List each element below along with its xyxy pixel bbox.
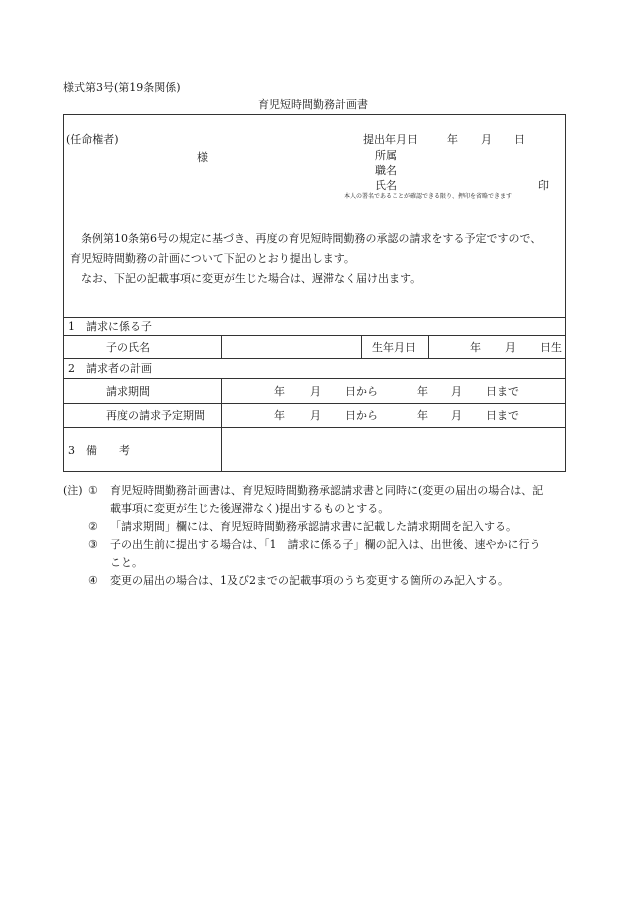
rule-child-col1 bbox=[221, 335, 222, 358]
form-number: 様式第3号(第19条関係) bbox=[63, 81, 181, 94]
note-1-line-2: 載事項に変更が生じた後遅滞なく)提出するものとする。 bbox=[110, 502, 390, 515]
birth-date-label: 生年月日 bbox=[372, 341, 416, 354]
remarks-heading: 3 備 考 bbox=[68, 444, 130, 457]
note-2-mark: ② bbox=[88, 520, 98, 533]
period-end-year: 年 bbox=[417, 385, 428, 398]
period-start-day: 日から bbox=[345, 385, 378, 398]
planned-period-label: 再度の請求予定期間 bbox=[106, 409, 205, 422]
birth-day: 日生 bbox=[540, 341, 562, 354]
period-end-day: 日まで bbox=[486, 385, 519, 398]
name-label: 氏名 bbox=[375, 179, 397, 192]
planned-start-day: 日から bbox=[345, 409, 378, 422]
submission-day: 日 bbox=[514, 133, 525, 146]
notes-prefix: (注) bbox=[63, 484, 83, 497]
period-end-month: 月 bbox=[451, 385, 462, 398]
child-name-label: 子の氏名 bbox=[106, 341, 150, 354]
note-3-line-1: 子の出生前に提出する場合は、「1 請求に係る子」欄の記入は、出世後、速やかに行う bbox=[110, 538, 541, 551]
birth-year: 年 bbox=[470, 341, 481, 354]
rule-child-row-top bbox=[63, 335, 566, 336]
document-title: 育児短時間勤務計画書 bbox=[258, 98, 368, 111]
submission-year: 年 bbox=[447, 133, 458, 146]
rule-period-row-top bbox=[63, 378, 566, 379]
rule-remarks-top bbox=[63, 427, 566, 428]
rule-section1-top bbox=[63, 317, 566, 318]
affiliation-label: 所属 bbox=[375, 149, 397, 162]
authority-label: (任命権者) bbox=[66, 133, 119, 146]
submission-month: 月 bbox=[481, 133, 492, 146]
note-4-mark: ④ bbox=[88, 574, 98, 587]
note-1-mark: ① bbox=[88, 484, 98, 497]
body-line-1: 条例第10条第6号の規定に基づき、再度の育児短時間勤務の承認の請求をする予定ですので、 bbox=[81, 232, 542, 245]
section2-heading: 2 請求者の計画 bbox=[68, 362, 152, 375]
birth-month: 月 bbox=[505, 341, 516, 354]
planned-end-year: 年 bbox=[417, 409, 428, 422]
request-period-label: 請求期間 bbox=[106, 385, 150, 398]
position-label: 職名 bbox=[375, 164, 397, 177]
signature-note: 本人の署名であることが確認できる限り、押印を省略できます bbox=[344, 193, 513, 200]
submission-date-label: 提出年月日 bbox=[363, 133, 418, 146]
planned-start-month: 月 bbox=[310, 409, 321, 422]
note-1-line-1: 育児短時間勤務計画書は、育児短時間勤務承認請求書と同時に(変更の届出の場合は、記 bbox=[110, 484, 544, 497]
planned-start-year: 年 bbox=[274, 409, 285, 422]
note-3-line-2: こと。 bbox=[110, 556, 143, 569]
rule-plan-col bbox=[221, 378, 222, 472]
rule-child-col2 bbox=[361, 335, 362, 358]
rule-child-row-bottom bbox=[63, 358, 566, 359]
planned-end-day: 日まで bbox=[486, 409, 519, 422]
honorific-label: 様 bbox=[197, 151, 208, 164]
body-line-3: なお、下記の記載事項に変更が生じた場合は、遅滞なく届け出ます。 bbox=[81, 272, 422, 285]
note-3-mark: ③ bbox=[88, 538, 98, 551]
period-start-month: 月 bbox=[310, 385, 321, 398]
rule-child-col3 bbox=[428, 335, 429, 358]
note-4-line-1: 変更の届出の場合は、1及び2までの記載事項のうち変更する箇所のみ記入する。 bbox=[110, 574, 509, 587]
section1-heading: 1 請求に係る子 bbox=[68, 320, 152, 333]
note-2-line-1: 「請求期間」欄には、育児短時間勤務承認請求書に記載した請求期間を記入する。 bbox=[110, 520, 517, 533]
seal-label: 印 bbox=[538, 179, 549, 192]
body-line-2: 育児短時間勤務の計画について下記のとおり提出します。 bbox=[70, 252, 355, 265]
rule-planned-row-top bbox=[63, 403, 566, 404]
planned-end-month: 月 bbox=[451, 409, 462, 422]
period-start-year: 年 bbox=[274, 385, 285, 398]
